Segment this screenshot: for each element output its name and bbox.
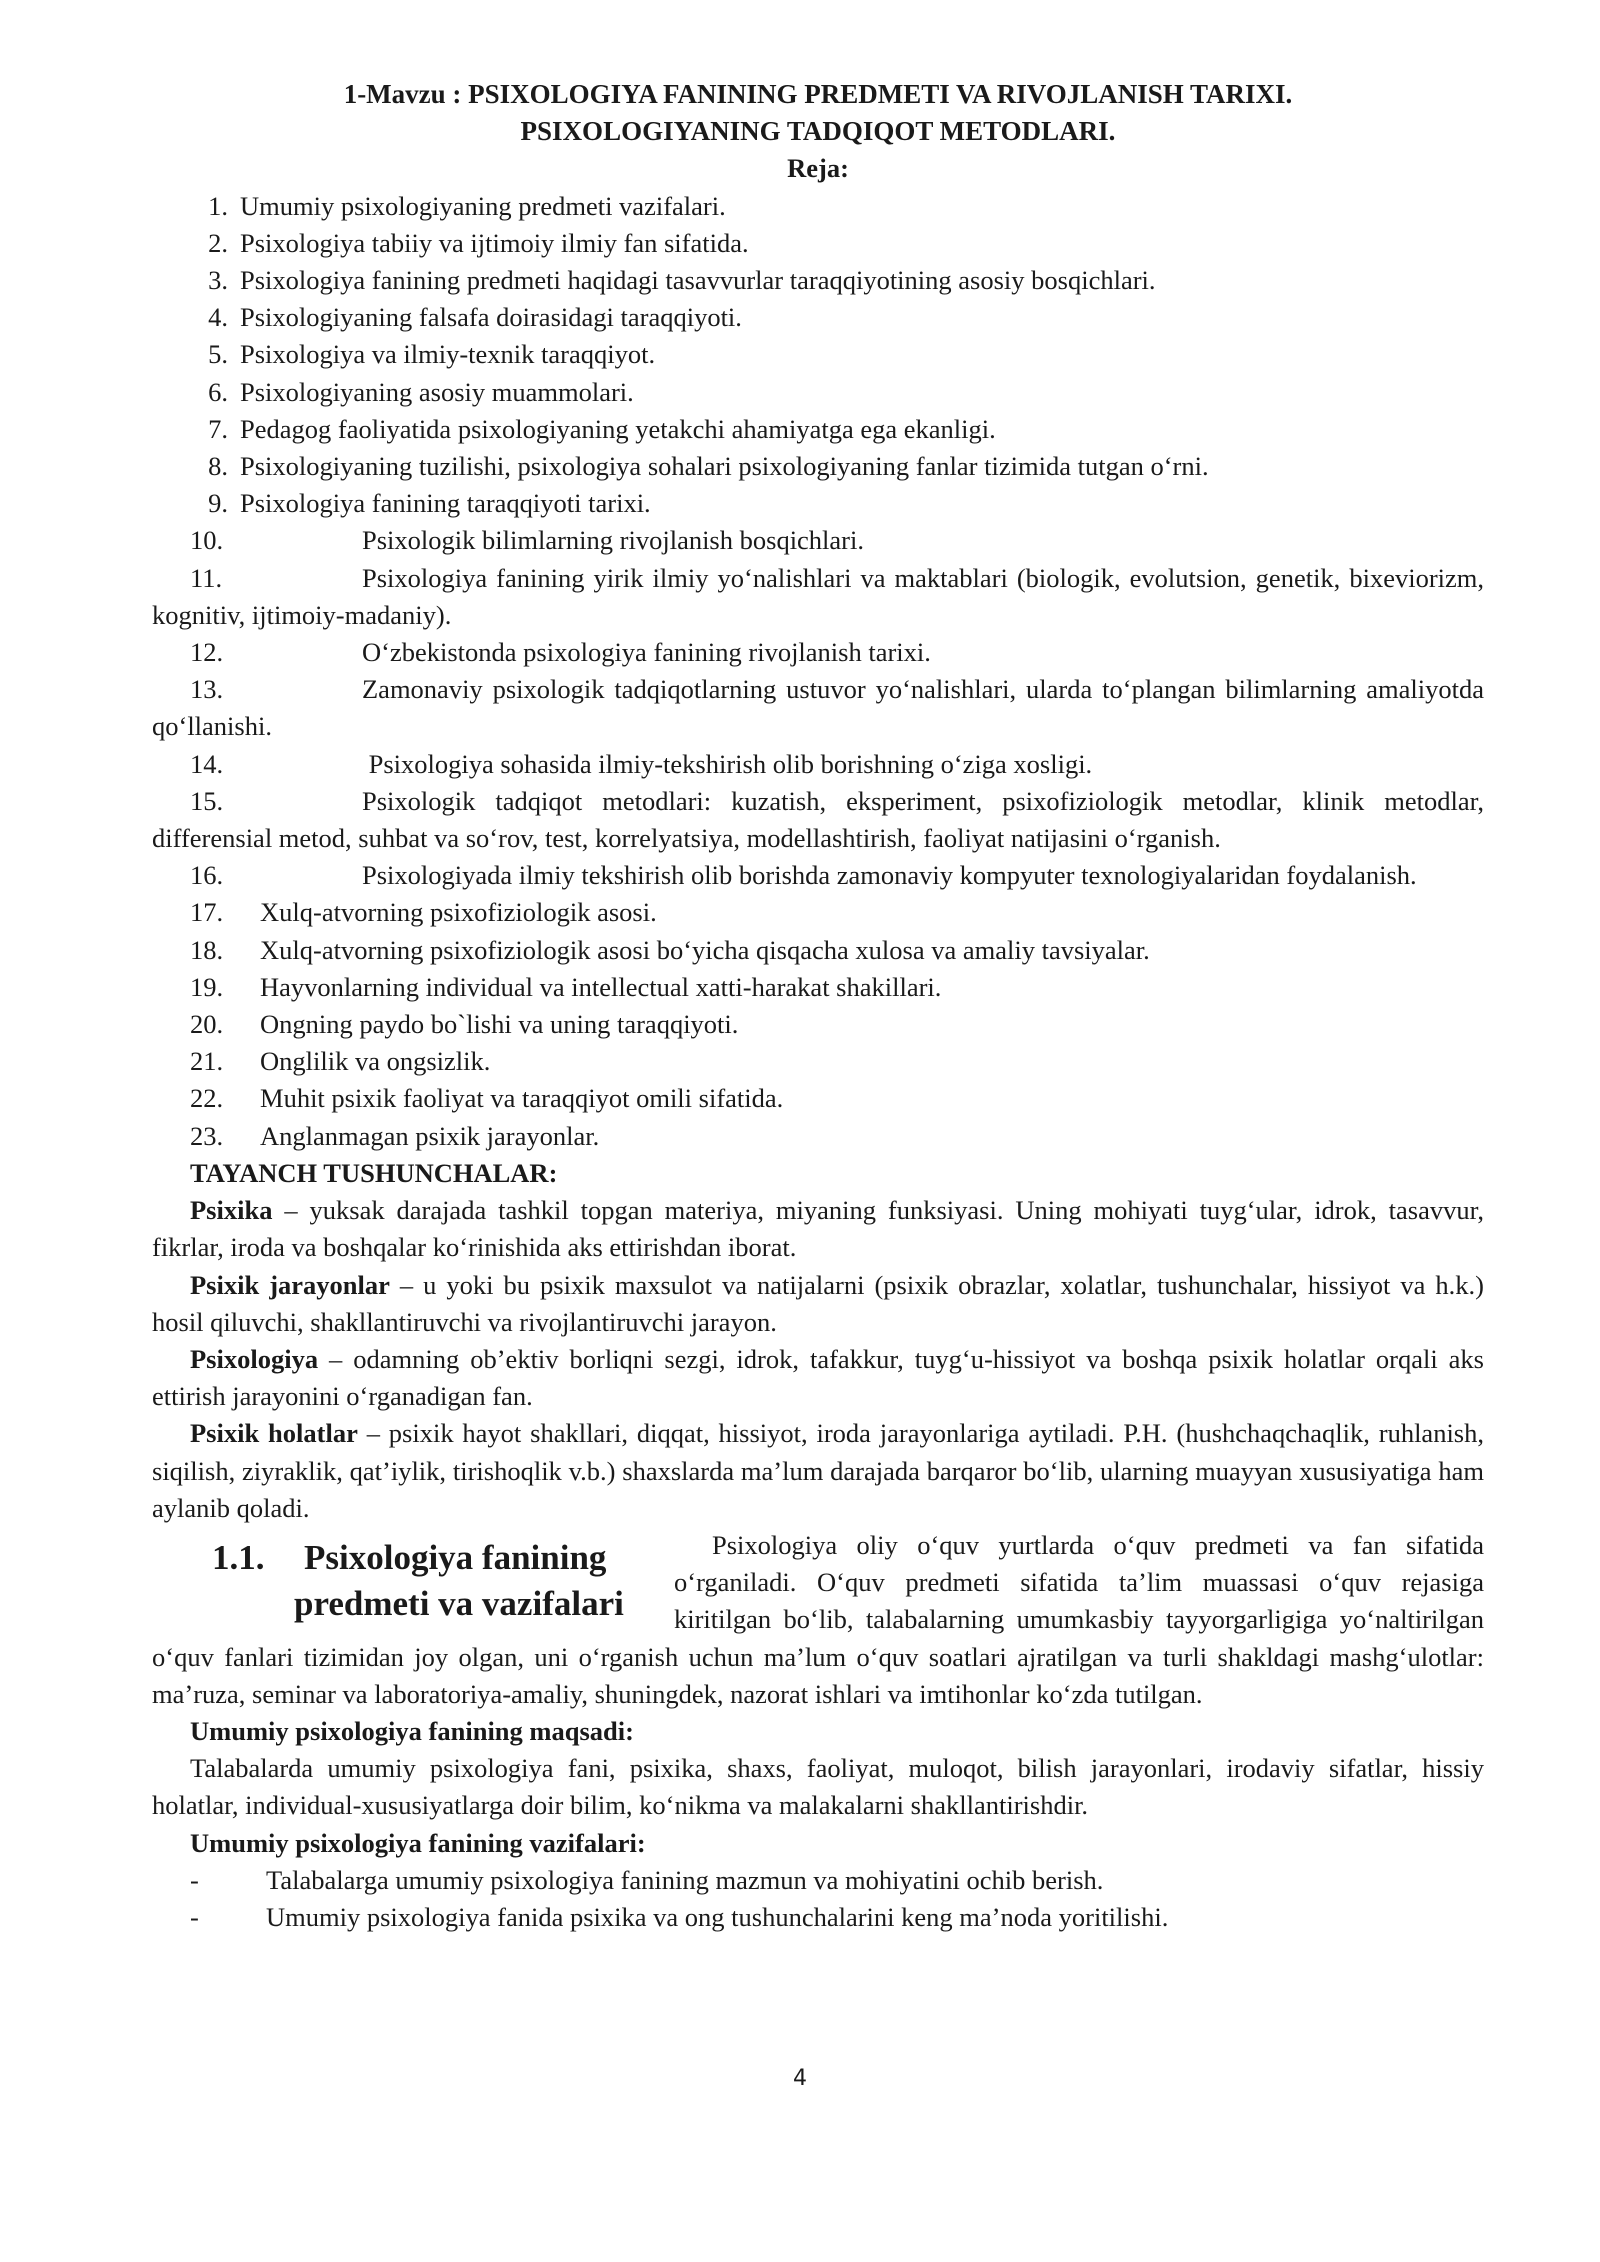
goal-text: Talabalarda umumiy psixologiya fani, psixika, shaxs, faoliyat, muloqot, bilish jarayonlari, irodaviy sifatlar, hissiy holatlar, individual-xususiyatlarga doir bilim, ko‘nikma va malakalarni shakllantirishdir. bbox=[152, 1753, 1484, 1821]
plan-item: 7. Pedagog faoliyatida psixologiyaning yetakchi ahamiyatga ega ekanligi. bbox=[208, 413, 996, 444]
page-number: 4 bbox=[793, 2066, 807, 2091]
plan-item: 23. Anglanmagan psixik jarayonlar. bbox=[190, 1120, 600, 1151]
plan-item: 9. Psixologiya fanining taraqqiyoti tarixi. bbox=[208, 488, 651, 519]
plan-list bbox=[152, 188, 1484, 1155]
concept-paragraph: Psixik jarayonlar – u yoki bu psixik maxsulot va natijalarni (psixik obrazlar, xolatlar, tushunchalar, hissiyot va h.k.) hosil qiluvchi, shakllantiruvchi va rivojlantiruvchi jarayon. bbox=[152, 1269, 1484, 1337]
topic-title-line1: 1-Mavzu : PSIXOLOGIYA FANINING PREDMETI VA RIVOJLANISH TARIXI. bbox=[343, 79, 1293, 109]
concept-term: Psixika bbox=[190, 1195, 273, 1226]
page-content bbox=[152, 76, 1484, 1936]
topic-title-line2: PSIXOLOGIYANING TADQIQOT METODLARI. bbox=[520, 116, 1116, 147]
plan-item: 22. Muhit psixik faoliyat va taraqqiyot omili sifatida. bbox=[190, 1083, 784, 1114]
plan-item: 19. Hayvonlarning individual va intellectual xatti-harakat shakillari. bbox=[190, 971, 942, 1002]
plan-item: 21. Onglilik va ongsizlik. bbox=[190, 1046, 491, 1077]
plan-item: 10. Psixologik bilimlarning rivojlanish bosqichlari. bbox=[190, 525, 864, 556]
plan-item: 16. Psixologiyada ilmiy tekshirish olib borishda zamonaviy kompyuter texnologiyalaridan foydalanish. bbox=[190, 860, 1417, 891]
section-title-line1: Psixologiya fanining bbox=[304, 1537, 607, 1577]
task-item: - Umumiy psixologiya fanida psixika va ong tushunchalarini keng ma’noda yoritilishi. bbox=[190, 1901, 1169, 1932]
concept-term: Psixik holatlar bbox=[190, 1418, 358, 1449]
concept-term: Psixologiya bbox=[190, 1343, 319, 1374]
plan-item: 6. Psixologiyaning asosiy muammolari. bbox=[208, 376, 634, 407]
plan-label: Reja: bbox=[787, 153, 849, 184]
section-heading bbox=[152, 1535, 662, 1627]
concept-paragraph: Psixologiya – odamning ob’ektiv borliqni sezgi, idrok, tafakkur, tuyg‘u-hissiyot va boshqa psixik holatlar orqali aks ettirish jarayonini o‘rganadigan fan. bbox=[152, 1343, 1484, 1412]
section-title-line2: predmeti va vazifalari bbox=[294, 1583, 624, 1623]
plan-item: 2. Psixologiya tabiiy va ijtimoiy ilmiy fan sifatida. bbox=[208, 227, 749, 258]
plan-item: 3. Psixologiya fanining predmeti haqidagi tasavvurlar taraqqiyotining asosiy bosqichlari. bbox=[208, 265, 1156, 296]
plan-item: 15. Psixologik tadqiqot metodlari: kuzatish, eksperiment, psixofiziologik metodlar, klinik metodlar, differensial metod, suhbat va so‘rov, test, korrelyatsiya, modellashtirish, faoliyat natijasini o‘rganish. bbox=[152, 785, 1484, 854]
plan-item: 14. Psixologiya sohasida ilmiy-tekshirish olib borishning o‘ziga xosligi. bbox=[190, 748, 1093, 779]
concept-paragraph: Psixik holatlar – psixik hayot shakllari, diqqat, hissiyot, iroda jarayonlariga aytiladi. P.H. (hushchaqchaqlik, ruhlanish, siqilish, ziyraklik, qat’iylik, tirishoqlik v.b.) shaxslarda ma’lum darajada barqaror bo‘lib, ularning muayyan xususiyatiga ham aylanib qoladi. bbox=[152, 1418, 1484, 1523]
section-block bbox=[152, 1527, 1484, 1713]
section-number: 1.1. bbox=[212, 1537, 265, 1577]
plan-item: 17. Xulq-atvorning psixofiziologik asosi. bbox=[190, 897, 657, 928]
plan-item: 1. Umumiy psixologiyaning predmeti vazifalari. bbox=[208, 190, 726, 221]
concepts-heading: TAYANCH TUSHUNCHALAR: bbox=[190, 1157, 558, 1188]
plan-item: 18. Xulq-atvorning psixofiziologik asosi bo‘yicha qisqacha xulosa va amaliy tavsiyalar. bbox=[190, 934, 1150, 965]
tasks-heading: Umumiy psixologiya fanining vazifalari: bbox=[190, 1827, 646, 1858]
plan-item: 20. Ongning paydo bo`lishi va uning taraqqiyoti. bbox=[190, 1009, 739, 1040]
plan-item: 12. O‘zbekistonda psixologiya fanining rivojlanish tarixi. bbox=[190, 637, 931, 668]
goal-heading: Umumiy psixologiya fanining maqsadi: bbox=[190, 1715, 634, 1746]
plan-item: 8. Psixologiyaning tuzilishi, psixologiya sohalari psixologiyaning fanlar tizimida tutgan o‘rni. bbox=[208, 451, 1209, 482]
plan-item: 13. Zamonaviy psixologik tadqiqotlarning ustuvor yo‘nalishlari, ularda to‘plangan bilimlarning amaliyotda qo‘llanishi. bbox=[152, 674, 1484, 742]
concept-paragraph: Psixika – yuksak darajada tashkil topgan materiya, miyaning funksiyasi. Uning mohiyati tuyg‘ular, idrok, tasavvur, fikrlar, iroda va boshqalar ko‘rinishida aks ettirishdan iborat. bbox=[152, 1195, 1484, 1263]
task-item: - Talabalarga umumiy psixologiya fanining mazmun va mohiyatini ochib berish. bbox=[190, 1864, 1104, 1895]
section-intro: Psixologiya oliy o‘quv yurtlarda o‘quv predmeti va fan sifatida o‘rganiladi. O‘quv predmeti sifatida ta’lim muassasi o‘quv rejasiga kiritilgan bo‘lib, talabalarning umumkasbiy tayyorgarligiga yo‘naltirilgan o‘quv fanlari tizimidan joy olgan, uni o‘rganish uchun ma’lum o‘quv soatlari ajratilgan va turli shakldagi mashg‘ulotlar: ma’ruza, seminar va laboratoriya-amaliy, shuningdek, nazorat ishlari va imtihonlar ko‘zda tutilgan. bbox=[152, 1529, 1484, 1709]
plan-item: 4. Psixologiyaning falsafa doirasidagi taraqqiyoti. bbox=[208, 302, 742, 333]
plan-item: 5. Psixologiya va ilmiy-texnik taraqqiyot. bbox=[208, 339, 656, 370]
plan-item: 11. Psixologiya fanining yirik ilmiy yo‘nalishlari va maktablari (biologik, evolutsion, genetik, bixeviorizm, kognitiv, ijtimoiy-madaniy). bbox=[152, 562, 1484, 630]
concept-term: Psixik jarayonlar bbox=[190, 1269, 390, 1300]
